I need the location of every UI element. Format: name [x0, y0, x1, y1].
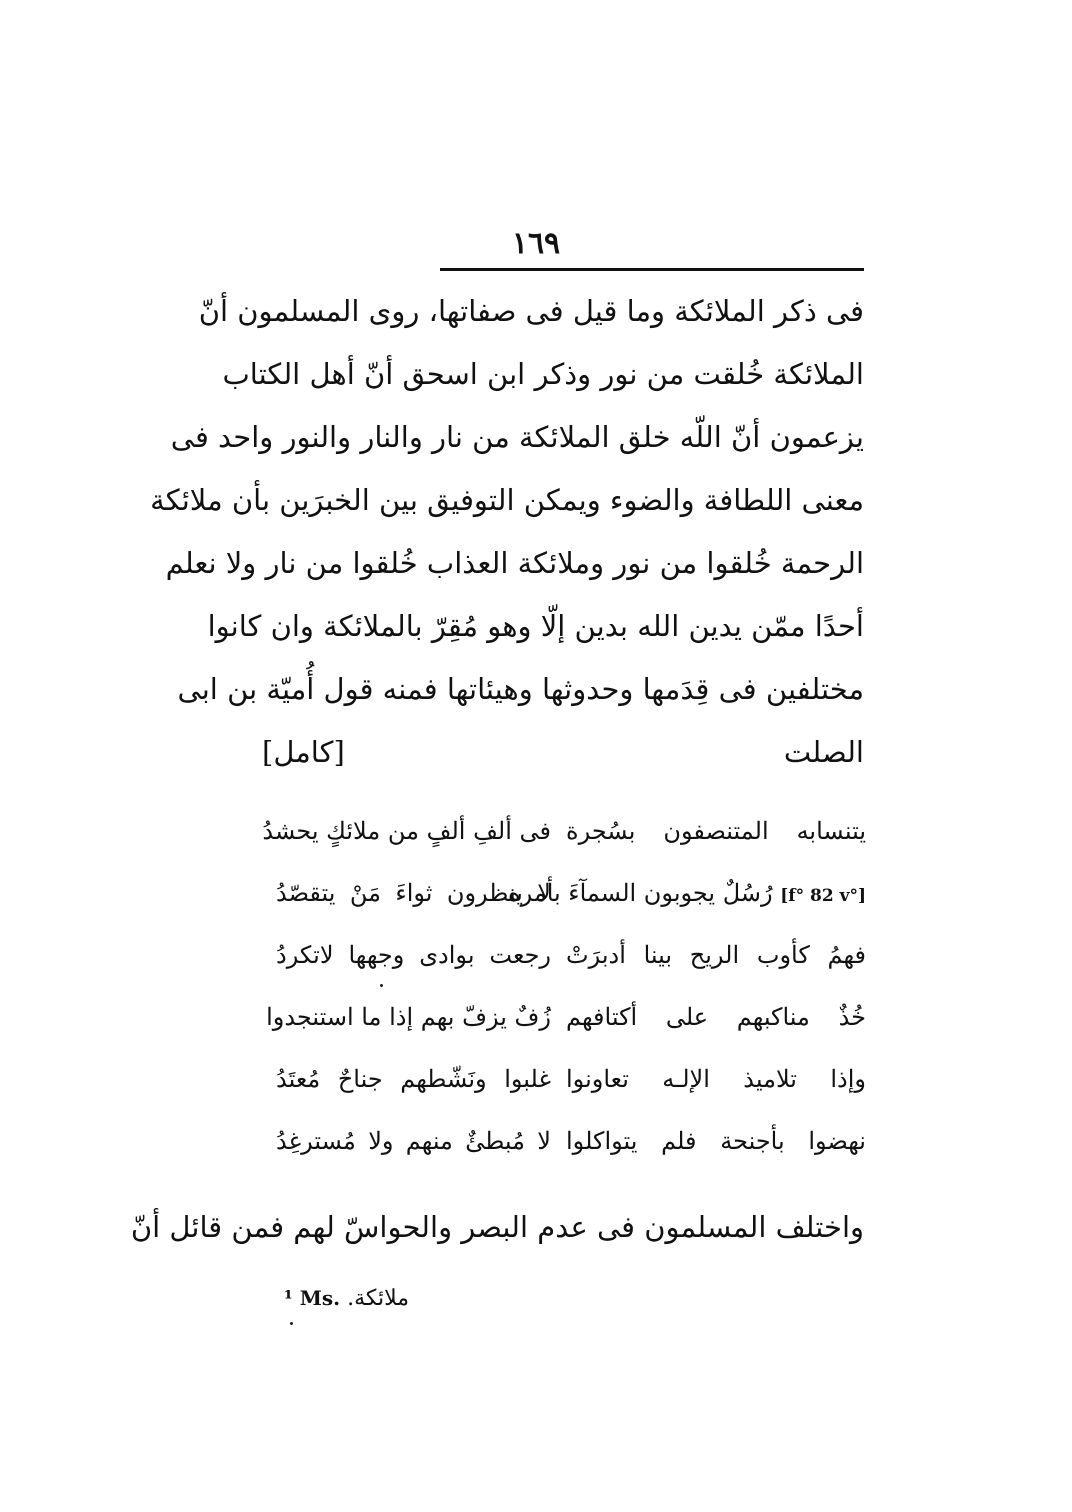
- prose-line: معنى اللطافة والضوء ويمكن التوفيق بين الخبرَين بأن ملائكة: [150, 483, 864, 517]
- verse-first-hemistich: فهمُ كأوب الريح بينا أدبرَتْ: [566, 941, 866, 969]
- verse: [276, 862, 866, 924]
- verse-first-hemistich: وإذا تلاميذ الإلـه تعاونوا: [566, 1065, 866, 1093]
- header-rule: [440, 268, 864, 271]
- print-speck: [380, 984, 383, 987]
- verse-second-hemistich: لا ينظرون ثواءَ مَنْ يتقصّدُ: [276, 879, 551, 907]
- folio-margin-note: [f° 82 v°]: [780, 886, 866, 906]
- verse-first-hemistich: نهضوا بأجنحة فلم يتواكلوا: [566, 1127, 866, 1155]
- verse-first-hemistich: خُذٌ مناكبهم على أكتافهم: [566, 1003, 866, 1031]
- footnote-marker: ¹: [284, 1286, 293, 1310]
- footnote: [284, 1286, 409, 1311]
- closing-line: واختلف المسلمون فى عدم البصر والحواسّ لهم فمن قائل أنّ: [130, 1210, 864, 1244]
- prose-block: [150, 280, 864, 784]
- verse: [276, 924, 866, 986]
- prose-line: أحدًا ممّن يدين الله بدين إلّا وهو مُقِرّ بالملائكة وان كانوا: [207, 609, 864, 643]
- prose-line: الملائكة خُلقت من نور وذكر ابن اسحق أنّ أهل الكتاب: [222, 357, 864, 391]
- footnote-label: Ms.: [299, 1286, 341, 1310]
- verse-second-hemistich: لا مُبطئٌ منهم ولا مُسترغِدُ: [276, 1127, 551, 1155]
- prose-line: فى ذكر الملائكة وما قيل فى صفاتها، روى المسلمون أنّ: [198, 294, 864, 328]
- prose-line-final: الصلت: [783, 735, 864, 769]
- print-speck: [290, 1322, 293, 1325]
- verse: [276, 1110, 866, 1172]
- prose-line: يزعمون أنّ اللّه خلق الملائكة من نار والنار والنور واحد فى: [170, 420, 864, 454]
- closing-block: [130, 1196, 864, 1259]
- verse-second-hemistich: رجعت بوادى وجهها لاتكردُ: [276, 941, 551, 969]
- poem: [262, 800, 866, 1172]
- page-number: ١٦٩: [511, 226, 561, 261]
- verse-first-text: رُسُلٌ يجوبون السمآءَ بأمره: [508, 879, 773, 907]
- verse-second-hemistich: فى ألفِ ألفٍ من ملائكٍ يحشدُ: [262, 817, 551, 845]
- verse-second-hemistich: زُفٌ يزفّ بهم إذا ما استنجدوا: [266, 1003, 551, 1031]
- verse: [276, 1048, 866, 1110]
- meter-label: [كامل]: [262, 735, 345, 769]
- prose-line: الرحمة خُلقوا من نور وملائكة العذاب خُلقوا من نار ولا نعلم: [165, 546, 864, 580]
- verse-second-hemistich: غلبوا ونَشّطهم جناحٌ مُعتَدُ: [276, 1065, 551, 1093]
- verse-first-hemistich: [508, 862, 866, 924]
- verse: [266, 986, 866, 1048]
- prose-last-line: [262, 721, 864, 784]
- verse-first-hemistich: يتنسابه المتنصفون بسُجرة: [566, 817, 866, 845]
- prose-line: مختلفين فى قِدَمها وحدوثها وهيئاتها فمنه قول أُميّة بن ابى: [177, 672, 864, 706]
- verse: [262, 800, 866, 862]
- footnote-text: ملائكة.: [347, 1286, 410, 1311]
